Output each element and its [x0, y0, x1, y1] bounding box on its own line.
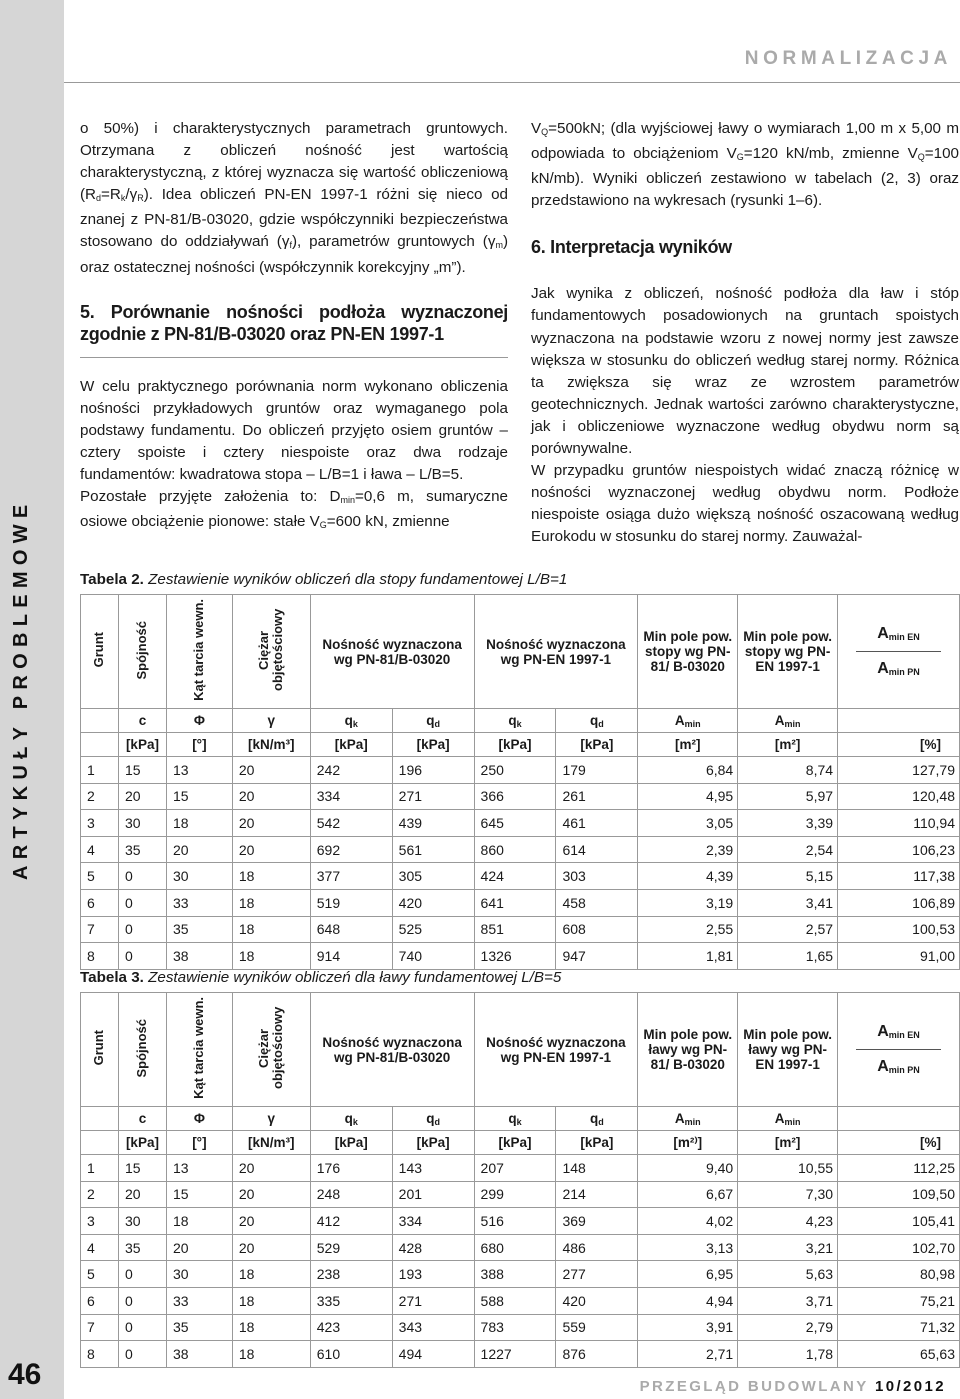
- table-cell: 0: [118, 1287, 166, 1314]
- table-cell: 196: [392, 757, 474, 784]
- table-cell: 1: [81, 757, 119, 784]
- table-cell: 35: [118, 836, 166, 863]
- table-cell: 876: [556, 1341, 638, 1368]
- col-kat: Kąt tarcia wewn.: [166, 993, 232, 1107]
- table-cell: 335: [310, 1287, 392, 1314]
- table-cell: 13: [166, 757, 232, 784]
- table-cell: 305: [392, 863, 474, 890]
- section-label: ARTYKUŁY PROBLEMOWE: [10, 498, 32, 880]
- table-cell: 8,74: [738, 757, 838, 784]
- table-cell: 20: [232, 1181, 310, 1208]
- unit-cell: [kPa]: [556, 1131, 638, 1155]
- table-cell: 102,70: [838, 1234, 960, 1261]
- table-row: [81, 943, 960, 970]
- table-row: [81, 1155, 960, 1182]
- table-cell: 18: [166, 1208, 232, 1235]
- table-cell: 20: [232, 1234, 310, 1261]
- table-cell: 2,79: [738, 1314, 838, 1341]
- table-cell: 4,02: [638, 1208, 738, 1235]
- table-cell: 366: [474, 783, 556, 810]
- sym-amin: $A_{min}$: [738, 1107, 838, 1131]
- table-cell: 127,79: [838, 757, 960, 784]
- sym-empty: [838, 1107, 960, 1131]
- unit-cell: [kPa]: [310, 733, 392, 757]
- table-cell: 18: [232, 1287, 310, 1314]
- table-cell: 277: [556, 1261, 638, 1288]
- table-3-caption: Tabela 3. Zestawienie wyników obliczeń dla ławy fundamentowej L/B=5: [80, 969, 562, 986]
- table-cell: 428: [392, 1234, 474, 1261]
- table-cell: 8: [81, 1341, 119, 1368]
- sym-qk: $q_k$: [474, 1107, 556, 1131]
- table-cell: 369: [556, 1208, 638, 1235]
- table-cell: 5: [81, 863, 119, 890]
- table-cell: 38: [166, 1341, 232, 1368]
- table-cell: 8: [81, 943, 119, 970]
- table-row: [81, 1314, 960, 1341]
- table-cell: 5,63: [738, 1261, 838, 1288]
- sym-amin: $A_{min}$: [638, 1107, 738, 1131]
- table-cell: 3,05: [638, 810, 738, 837]
- table-cell: 424: [474, 863, 556, 890]
- col-grunt: Grunt: [81, 595, 119, 709]
- table-row: [81, 863, 960, 890]
- table-cell: 299: [474, 1181, 556, 1208]
- table-cell: 143: [392, 1155, 474, 1182]
- table-row: [81, 1181, 960, 1208]
- unit-cell: [m²]: [638, 733, 738, 757]
- table-cell: 248: [310, 1181, 392, 1208]
- table-cell: 1326: [474, 943, 556, 970]
- table-cell: 947: [556, 943, 638, 970]
- table-cell: 0: [118, 916, 166, 943]
- table-cell: 0: [118, 1261, 166, 1288]
- col-ciezar: Ciężar objętościowy: [232, 595, 310, 709]
- sym-gamma: γ: [232, 1107, 310, 1131]
- table-cell: 20: [166, 836, 232, 863]
- unit-cell: [°]: [166, 1131, 232, 1155]
- table-2-caption: Tabela 2. Zestawienie wyników obliczeń dla stopy fundamentowej L/B=1: [80, 571, 568, 588]
- col-ciezar: Ciężar objętościowy: [232, 993, 310, 1107]
- table-cell: 3,21: [738, 1234, 838, 1261]
- table-cell: 193: [392, 1261, 474, 1288]
- table-cell: 65,63: [838, 1341, 960, 1368]
- unit-cell: [%]: [838, 733, 960, 757]
- table-cell: 3,19: [638, 889, 738, 916]
- table-cell: 851: [474, 916, 556, 943]
- table-row: [81, 889, 960, 916]
- table-cell: 3,71: [738, 1287, 838, 1314]
- table-cell: 18: [232, 943, 310, 970]
- table-cell: 1,65: [738, 943, 838, 970]
- table-row: [81, 1341, 960, 1368]
- table-cell: 18: [166, 810, 232, 837]
- table-3: [80, 992, 960, 1368]
- table-cell: 680: [474, 1234, 556, 1261]
- col-min-en: Min pole pow. stopy wg PN-EN 1997-1: [738, 595, 838, 709]
- table-cell: 271: [392, 1287, 474, 1314]
- right-paragraph-1: $V_Q=500kN$; (dla wyjściowej ławy o wymiarach 1,00 m x 5,00 m odpowiada to obciążeniom $V_G=120$ kN/mb, zmienne $V_Q=100$ kN/mb). Wyniki obliczeń zestawiono w tabelach (2, 3) oraz przedstawiono na wykresach (rysunki 1–6).: [531, 120, 959, 210]
- unit-cell: [kPa]: [310, 1131, 392, 1155]
- sym-phi: Φ: [166, 1107, 232, 1131]
- table-cell: 7: [81, 1314, 119, 1341]
- table-cell: 3,39: [738, 810, 838, 837]
- sym-empty: [81, 709, 119, 733]
- table-cell: 3: [81, 1208, 119, 1235]
- table-cell: 529: [310, 1234, 392, 1261]
- table-cell: 30: [166, 1261, 232, 1288]
- sym-qd: $q_d$: [556, 709, 638, 733]
- table-cell: 271: [392, 783, 474, 810]
- table-cell: 20: [232, 810, 310, 837]
- table-cell: 4: [81, 1234, 119, 1261]
- sidebar: [0, 0, 64, 1399]
- table-cell: 4,95: [638, 783, 738, 810]
- sym-c: c: [118, 709, 166, 733]
- table-cell: 2,54: [738, 836, 838, 863]
- unit-cell: [kPa]: [392, 1131, 474, 1155]
- table-cell: 35: [118, 1234, 166, 1261]
- table-cell: 250: [474, 757, 556, 784]
- table-cell: 439: [392, 810, 474, 837]
- table-cell: 18: [232, 1341, 310, 1368]
- right-paragraph-2: Jak wynika z obliczeń, nośność podłoża dla ław i stóp fundamentowych posadowionych na gruntach spoistych wyznaczona na podstawie wzoru z nowej normy jest zawsze większa w stosunku do obliczeń według starej normy. Różnica ta zwiększa się wraz ze wzrostem parametrów geotechnicznych. Jednak wartości zarówno charakterystyczne, jak i obliczeniowe wyznaczone według obydwu norm są porównywalne.: [531, 285, 959, 458]
- table-cell: 20: [118, 783, 166, 810]
- table-cell: 71,32: [838, 1314, 960, 1341]
- table-cell: 20: [232, 757, 310, 784]
- table-row: [81, 1261, 960, 1288]
- table-cell: 261: [556, 783, 638, 810]
- left-paragraph-3: Pozostałe przyjęte założenia to: $D_{min}=0,6$ m, sumaryczne osiowe obciążenie pionowe: stałe $V_G=600$ kN, zmienne: [80, 488, 508, 531]
- table-cell: 91,00: [838, 943, 960, 970]
- sym-phi: Φ: [166, 709, 232, 733]
- table-cell: 388: [474, 1261, 556, 1288]
- table-row: [81, 1208, 960, 1235]
- unit-cell: [°]: [166, 733, 232, 757]
- sym-gamma: γ: [232, 709, 310, 733]
- table-cell: 608: [556, 916, 638, 943]
- table-row: [81, 810, 960, 837]
- table-cell: 5,97: [738, 783, 838, 810]
- table-cell: 486: [556, 1234, 638, 1261]
- table-cell: 3,13: [638, 1234, 738, 1261]
- table-cell: 35: [166, 1314, 232, 1341]
- table-cell: 20: [232, 1155, 310, 1182]
- table-cell: 3,91: [638, 1314, 738, 1341]
- table-cell: 494: [392, 1341, 474, 1368]
- table-cell: 334: [392, 1208, 474, 1235]
- table-cell: 4,94: [638, 1287, 738, 1314]
- col-min-pn: Min pole pow. ławy wg PN-81/ B-03020: [638, 993, 738, 1107]
- right-paragraph-3: W przypadku gruntów niespoistych widać znaczą różnicę w nośności wyznaczonej według obydwu norm. Podłoże niespoiste osiąga dużo większą nośność oszacowaną według Eurokodu w stosunku do starej normy. Zauważal-: [531, 462, 959, 546]
- left-column: [80, 118, 508, 536]
- table-cell: 4,23: [738, 1208, 838, 1235]
- table-cell: 242: [310, 757, 392, 784]
- col-nosnosc-pn: Nośność wyznaczona wg PN-81/B-03020: [310, 595, 474, 709]
- unit-cell: [m²]: [738, 1131, 838, 1155]
- table-cell: 914: [310, 943, 392, 970]
- table-row: [81, 916, 960, 943]
- table-cell: 2,39: [638, 836, 738, 863]
- table-cell: 207: [474, 1155, 556, 1182]
- table-cell: 15: [118, 757, 166, 784]
- sym-amin: $A_{min}$: [638, 709, 738, 733]
- col-kat: Kąt tarcia wewn.: [166, 595, 232, 709]
- table-cell: 201: [392, 1181, 474, 1208]
- table-cell: 20: [232, 836, 310, 863]
- sym-amin: $A_{min}$: [738, 709, 838, 733]
- table-cell: 2,55: [638, 916, 738, 943]
- table-cell: 1,78: [738, 1341, 838, 1368]
- table-cell: 109,50: [838, 1181, 960, 1208]
- sym-qk: $q_k$: [474, 709, 556, 733]
- table-cell: 5,15: [738, 863, 838, 890]
- table-cell: 561: [392, 836, 474, 863]
- col-spojnosc: Spójność: [118, 595, 166, 709]
- table-cell: 519: [310, 889, 392, 916]
- table-cell: 860: [474, 836, 556, 863]
- table-cell: 214: [556, 1181, 638, 1208]
- table-cell: 30: [166, 863, 232, 890]
- sym-qd: $q_d$: [392, 1107, 474, 1131]
- table-cell: 740: [392, 943, 474, 970]
- table-cell: 648: [310, 916, 392, 943]
- table-cell: 18: [232, 1261, 310, 1288]
- table-cell: 20: [118, 1181, 166, 1208]
- table-cell: 1: [81, 1155, 119, 1182]
- table-cell: 614: [556, 836, 638, 863]
- table-cell: 10,55: [738, 1155, 838, 1182]
- table-cell: 0: [118, 889, 166, 916]
- col-ratio: $A_{min EN}$ $A_{min PN}$: [838, 993, 960, 1107]
- table-cell: 30: [118, 1208, 166, 1235]
- table-cell: 559: [556, 1314, 638, 1341]
- table-cell: 20: [232, 1208, 310, 1235]
- unit-empty: [81, 1131, 119, 1155]
- table-cell: 303: [556, 863, 638, 890]
- left-paragraph-1: o 50%) i charakterystycznych parametrach gruntowych. Otrzymana z obliczeń nośność jest wartością charakterystyczną, z której wyznacza się wartość obliczeniową $(R_d=R_k/\gamma_R)$. Idea obliczeń PN-EN 1997-1 różni się nieco od znanej z PN-81/B-03020, gdzie współczynniki bezpieczeństwa stosowano do oddziaływań $(\gamma_f)$, parametrów gruntowych $(\gamma_m)$ oraz ostatecznej nośności (współczynnik korekcyjny „m”).: [80, 120, 508, 276]
- table-cell: 377: [310, 863, 392, 890]
- table-cell: 33: [166, 889, 232, 916]
- col-min-pn: Min pole pow. stopy wg PN-81/ B-03020: [638, 595, 738, 709]
- col-nosnosc-en: Nośność wyznaczona wg PN-EN 1997-1: [474, 595, 638, 709]
- table-row: [81, 1234, 960, 1261]
- table-cell: 1,81: [638, 943, 738, 970]
- col-min-en: Min pole pow. ławy wg PN-EN 1997-1: [738, 993, 838, 1107]
- table-cell: 15: [166, 783, 232, 810]
- table-cell: 2,71: [638, 1341, 738, 1368]
- col-ratio: $A_{min EN}$ $A_{min PN}$: [838, 595, 960, 709]
- table-cell: 420: [392, 889, 474, 916]
- table-row: [81, 757, 960, 784]
- table-cell: 33: [166, 1287, 232, 1314]
- table-cell: 692: [310, 836, 392, 863]
- unit-cell: [kPa]: [556, 733, 638, 757]
- table-cell: 20: [232, 783, 310, 810]
- table-cell: 2: [81, 1181, 119, 1208]
- table-cell: 641: [474, 889, 556, 916]
- table-cell: 110,94: [838, 810, 960, 837]
- right-column: [531, 118, 959, 549]
- table-cell: 0: [118, 943, 166, 970]
- table-cell: 112,25: [838, 1155, 960, 1182]
- table-cell: 148: [556, 1155, 638, 1182]
- table-cell: 38: [166, 943, 232, 970]
- unit-cell: [kPa]: [118, 733, 166, 757]
- unit-cell: [%]: [838, 1131, 960, 1155]
- sym-qd: $q_d$: [392, 709, 474, 733]
- table-cell: 20: [166, 1234, 232, 1261]
- table-cell: 6: [81, 889, 119, 916]
- table-cell: 516: [474, 1208, 556, 1235]
- page-number: 46: [8, 1358, 42, 1391]
- table-cell: 0: [118, 1341, 166, 1368]
- table-row: [81, 783, 960, 810]
- table-cell: 0: [118, 863, 166, 890]
- table-cell: 18: [232, 863, 310, 890]
- table-cell: 3: [81, 810, 119, 837]
- header-divider: [64, 82, 960, 83]
- table-cell: 6: [81, 1287, 119, 1314]
- table-cell: 461: [556, 810, 638, 837]
- col-grunt: Grunt: [81, 993, 119, 1107]
- table-cell: 80,98: [838, 1261, 960, 1288]
- table-cell: 423: [310, 1314, 392, 1341]
- table-cell: 610: [310, 1341, 392, 1368]
- section-heading-6: 6. Interpretacja wyników: [531, 237, 732, 258]
- unit-empty: [81, 733, 119, 757]
- sym-c: c: [118, 1107, 166, 1131]
- table-cell: 30: [118, 810, 166, 837]
- table-cell: 3,41: [738, 889, 838, 916]
- table-cell: 343: [392, 1314, 474, 1341]
- col-spojnosc: Spójność: [118, 993, 166, 1107]
- table-cell: 120,48: [838, 783, 960, 810]
- table-cell: 106,89: [838, 889, 960, 916]
- table-cell: 7: [81, 916, 119, 943]
- col-nosnosc-en: Nośność wyznaczona wg PN-EN 1997-1: [474, 993, 638, 1107]
- table-row: [81, 1287, 960, 1314]
- table-cell: 412: [310, 1208, 392, 1235]
- sym-empty: [838, 709, 960, 733]
- table-cell: 106,23: [838, 836, 960, 863]
- table-cell: 420: [556, 1287, 638, 1314]
- table-cell: 18: [232, 1314, 310, 1341]
- sym-empty: [81, 1107, 119, 1131]
- table-cell: 9,40: [638, 1155, 738, 1182]
- table-cell: 105,41: [838, 1208, 960, 1235]
- table-cell: 18: [232, 916, 310, 943]
- table-cell: 13: [166, 1155, 232, 1182]
- table-cell: 117,38: [838, 863, 960, 890]
- table-cell: 542: [310, 810, 392, 837]
- table-cell: 588: [474, 1287, 556, 1314]
- table-cell: 0: [118, 1314, 166, 1341]
- table-2: [80, 594, 960, 970]
- table-cell: 238: [310, 1261, 392, 1288]
- table-cell: 7,30: [738, 1181, 838, 1208]
- sym-qk: $q_k$: [310, 1107, 392, 1131]
- table-cell: 176: [310, 1155, 392, 1182]
- table-row: [81, 836, 960, 863]
- unit-cell: [m²⁾]: [638, 1131, 738, 1155]
- table-cell: 4: [81, 836, 119, 863]
- table-cell: 458: [556, 889, 638, 916]
- unit-cell: [kN/m³]: [232, 733, 310, 757]
- table-cell: 2,57: [738, 916, 838, 943]
- table-cell: 18: [232, 889, 310, 916]
- section-heading-5: 5. Porównanie nośności podłoża wyznaczonej zgodnie z PN-81/B-03020 oraz PN-EN 1997-1: [80, 301, 508, 358]
- table-cell: 783: [474, 1314, 556, 1341]
- unit-cell: [kPa]: [474, 733, 556, 757]
- table-cell: 15: [166, 1181, 232, 1208]
- col-nosnosc-pn: Nośność wyznaczona wg PN-81/B-03020: [310, 993, 474, 1107]
- unit-cell: [kPa]: [118, 1131, 166, 1155]
- table-cell: 645: [474, 810, 556, 837]
- left-paragraph-2: W celu praktycznego porównania norm wykonano obliczenia nośności przykładowych gruntów oraz wymaganego pola podstawy fundamentu. Do obliczeń przyjęto osiem gruntów – cztery spoiste i cztery niespoiste oraz dwa rodzaje fundamentów: kwadratowa stopa – L/B=1 i ława – L/B=5.: [80, 377, 508, 484]
- table-cell: 179: [556, 757, 638, 784]
- table-cell: 6,95: [638, 1261, 738, 1288]
- table-cell: 6,67: [638, 1181, 738, 1208]
- unit-cell: [m²]: [738, 733, 838, 757]
- unit-cell: [kPa]: [474, 1131, 556, 1155]
- sym-qd: $q_d$: [556, 1107, 638, 1131]
- unit-cell: [kN/m³]: [232, 1131, 310, 1155]
- unit-cell: [kPa]: [392, 733, 474, 757]
- table-cell: 2: [81, 783, 119, 810]
- table-cell: 35: [166, 916, 232, 943]
- table-cell: 334: [310, 783, 392, 810]
- table-cell: 4,39: [638, 863, 738, 890]
- table-cell: 6,84: [638, 757, 738, 784]
- table-cell: 75,21: [838, 1287, 960, 1314]
- table-cell: 15: [118, 1155, 166, 1182]
- table-cell: 1227: [474, 1341, 556, 1368]
- footer: PRZEGLĄD BUDOWLANY 10/2012: [639, 1378, 946, 1395]
- header-title: NORMALIZACJA: [744, 48, 952, 69]
- sym-qk: $q_k$: [310, 709, 392, 733]
- table-cell: 525: [392, 916, 474, 943]
- table-cell: 5: [81, 1261, 119, 1288]
- table-cell: 100,53: [838, 916, 960, 943]
